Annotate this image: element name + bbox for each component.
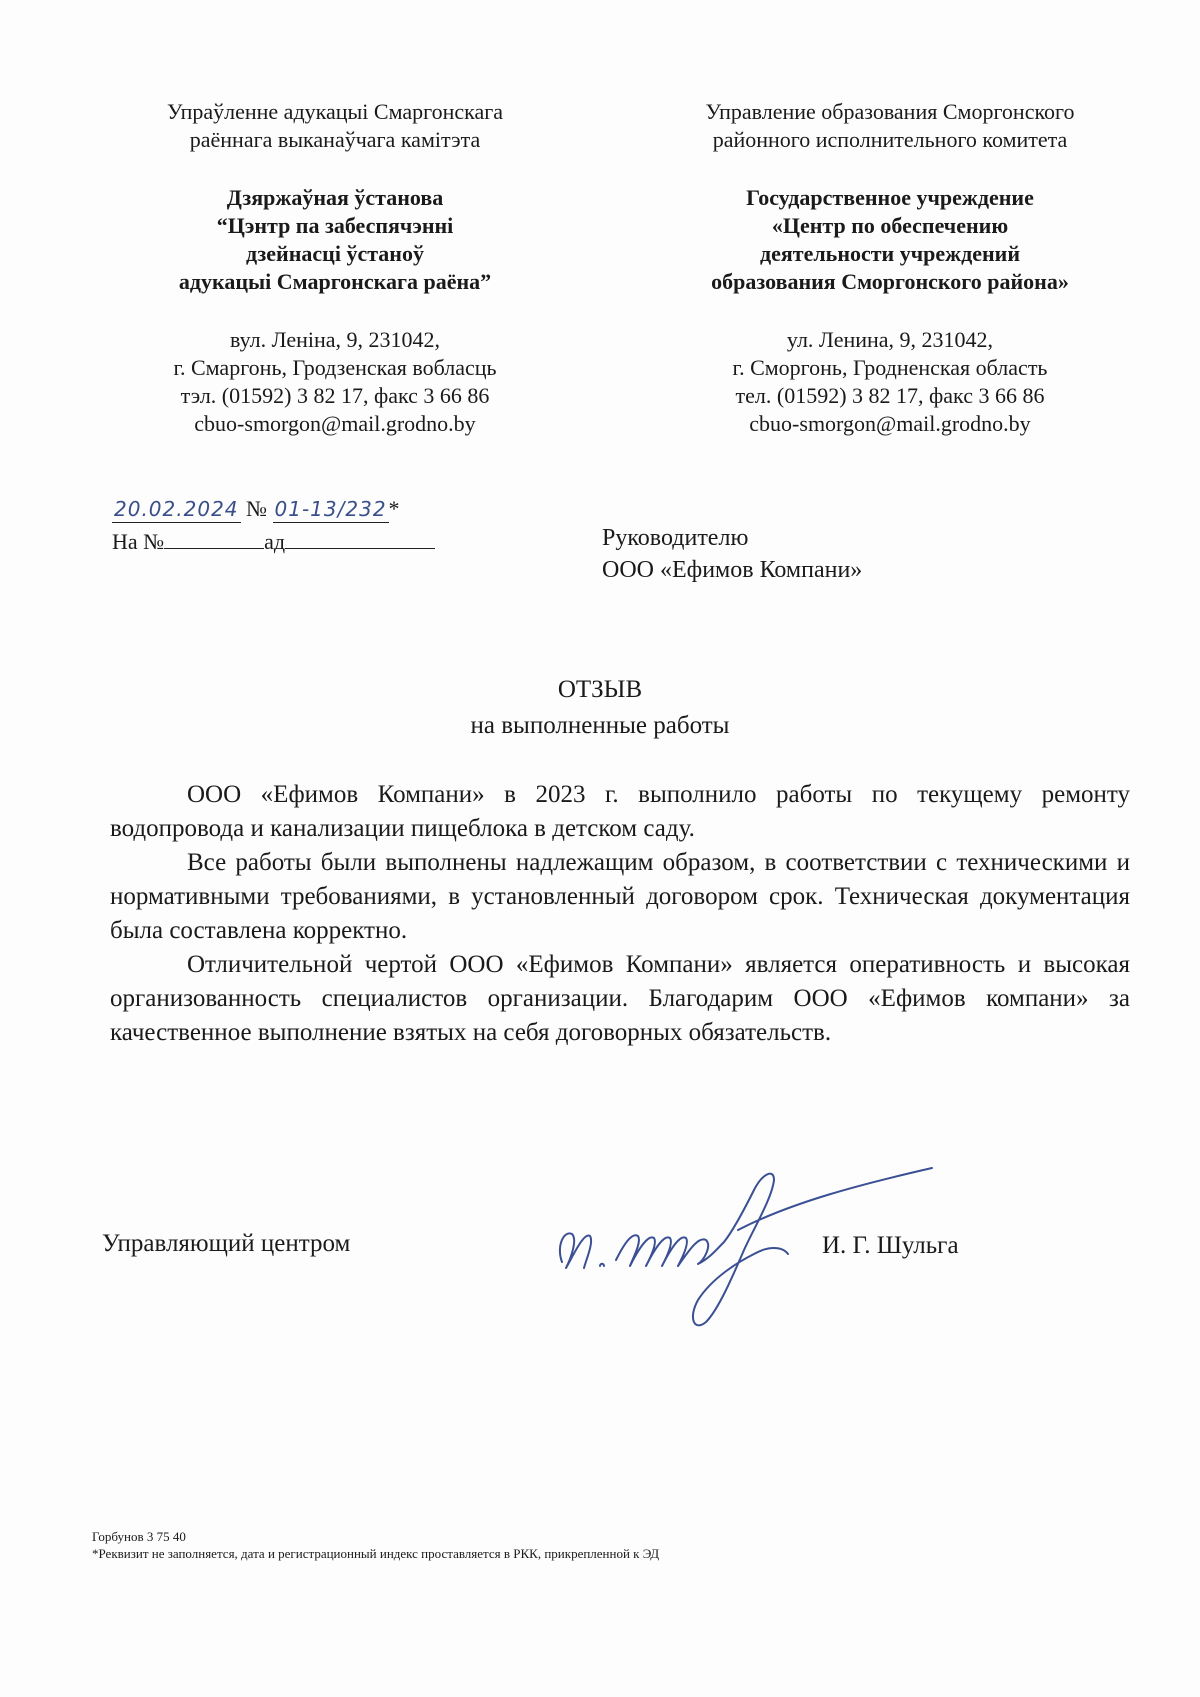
letter-body (110, 778, 1130, 1050)
addressee (602, 522, 862, 586)
reference-number-blank (164, 528, 264, 549)
title-sub: на выполненные работы (470, 712, 730, 739)
body-paragraph: Все работы были выполнены надлежащим образом, в соответствии с техническими и нормативными требованиями, в установленный договором срок. Техническая документация была составлена корректно. (110, 849, 1130, 944)
signer-position: Управляющий центром (102, 1230, 351, 1257)
organization-name: Дзяржаўная ўстанова “Цэнтр па забеспячэнні дзейнасці ўстаноў адукацыі Смаргонскага раёна” (178, 185, 492, 294)
document-title (0, 672, 1200, 744)
header-belarusian (95, 98, 575, 438)
registration-date: 20.02.2024 (114, 497, 239, 521)
footer (92, 1528, 659, 1562)
footnote: *Реквизит не заполняется, дата и регистрационный индекс проставляется в РКК, прикрепленной к ЭД (92, 1546, 660, 1561)
executor-contact: Горбунов 3 75 40 (92, 1529, 186, 1544)
reference-date-blank (285, 528, 435, 549)
title-main: ОТЗЫВ (557, 676, 643, 703)
number-label: № (246, 496, 268, 521)
addressee-position: Руководителю (602, 525, 749, 551)
signer-name: И. Г. Шульга (822, 1232, 959, 1259)
organization-name: Государственное учреждение «Центр по обеспечению деятельности учреждений образования Сморгонского района» (711, 185, 1069, 294)
organization-address: вул. Леніна, 9, 231042, г. Смаргонь, Гродзенская вобласць тэл. (01592) 3 82 17, факс 3 66 86 cbuo-smorgon@mail.grodno.by (95, 326, 575, 438)
reference-line (112, 528, 435, 555)
parent-organization: Упраўленне адукацыі Смаргонскага раённага выканаўчага камітэта (166, 99, 504, 152)
email-text: cbuo-smorgon@mail.grodno.by (194, 411, 476, 436)
organization-address: ул. Ленина, 9, 231042, г. Сморгонь, Гродненская область тел. (01592) 3 82 17, факс 3 66 86 cbuo-smorgon@mail.grodno.by (640, 326, 1140, 438)
registration-line (112, 496, 400, 523)
signature-block (102, 1150, 1102, 1350)
registration-number-field (273, 496, 389, 523)
reference-mid: ад (264, 529, 286, 554)
registration-date-field (112, 496, 241, 523)
reference-prefix: На № (112, 529, 165, 554)
parent-organization: Управление образования Сморгонского районного исполнительного комитета (705, 99, 1075, 152)
header-russian (640, 98, 1140, 438)
registration-asterisk: * (388, 496, 400, 521)
addressee-company: ООО «Ефимов Компани» (602, 557, 863, 583)
email-text: cbuo-smorgon@mail.grodno.by (749, 411, 1031, 436)
registration-number: 01-13/232 (274, 497, 387, 521)
body-paragraph: Отличительной чертой ООО «Ефимов Компани» является оперативность и высокая организованность специалистов организации. Благодарим ООО «Ефимов компани» за качественное выполнение взятых на себя договорных обязательств. (110, 951, 1130, 1046)
body-paragraph: ООО «Ефимов Компани» в 2023 г. выполнило работы по текущему ремонту водопровода и канализации пищеблока в детском саду. (110, 781, 1130, 842)
